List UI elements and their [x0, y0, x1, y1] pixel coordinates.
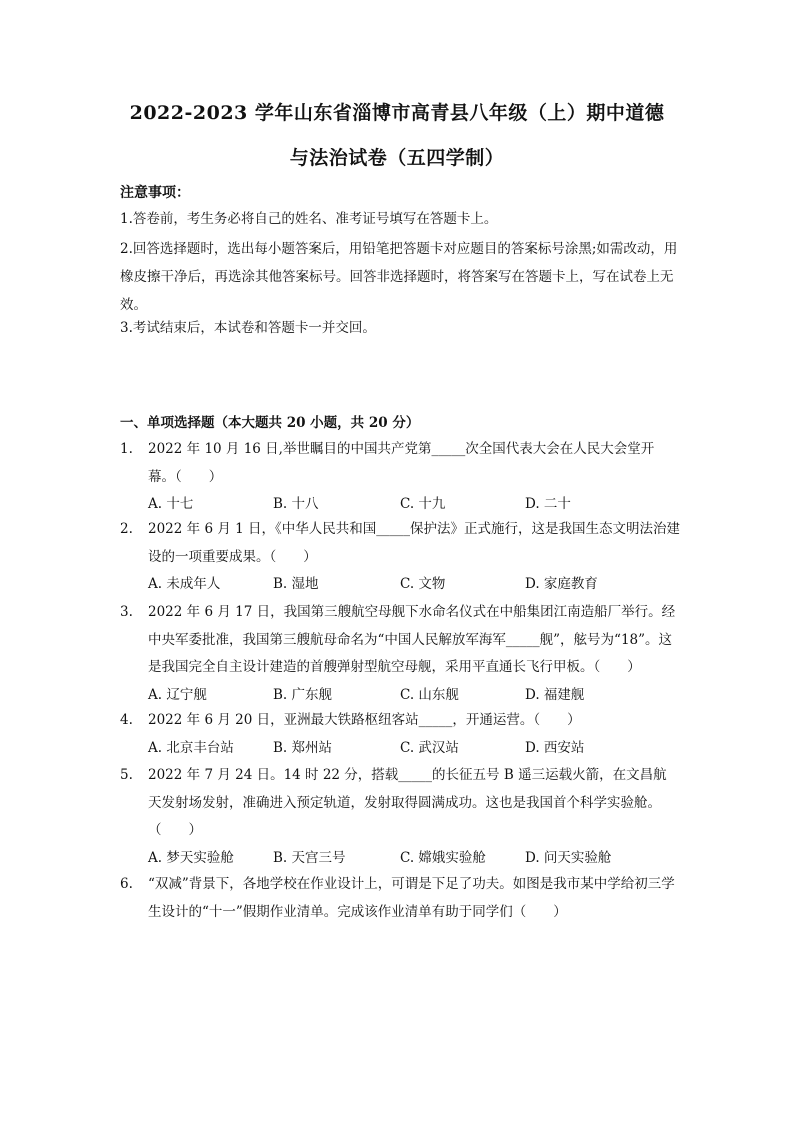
option-b: B. 天宫三号 — [273, 849, 346, 866]
question-options — [148, 845, 680, 873]
question-number: 6. — [120, 876, 133, 892]
section-heading: 一、单项选择题（本大题共 20 小题，共 20 分） — [120, 415, 420, 431]
option-a: A. 未成年人 — [148, 576, 221, 592]
question-number: 2. — [120, 521, 133, 537]
question-options — [148, 735, 680, 763]
question-text: 2022 年 6 月 1 日，《中华人民共和国_____保护法》正式施行，这是我国生态文明法治建设的一项重要成果。（ ） — [148, 521, 680, 565]
question-5 — [120, 762, 680, 872]
question-1 — [120, 436, 680, 519]
option-d: D. 家庭教育 — [525, 576, 598, 592]
option-d: D. 福建舰 — [525, 686, 585, 703]
question-options — [148, 491, 680, 519]
question-2 — [120, 516, 680, 599]
option-a: A. 梦天实验舱 — [148, 849, 234, 866]
question-number: 3. — [120, 604, 133, 620]
notice-item-2: 2.回答选择题时，选出每小题答案后，用铅笔把答题卡对应题目的答案标号涂黑;如需改动，用橡皮擦干净后，再选涂其他答案标号。回答非选择题时，将答案写在答题卡上，写在试卷上无效。 — [120, 241, 678, 313]
question-text: 2022 年 6 月 17 日，我国第三艘航空母舰下水命名仪式在中船集团江南造船厂举行。经中央军委批准，我国第三艘航母命名为“中国人民解放军海军_____舰”，舷号为“18”。这是我国完全自主设计建造的首艘弹射型航空母舰，采用平直通长飞行甲板。（ ） — [148, 604, 676, 675]
option-b: B. 湿地 — [273, 576, 319, 592]
question-number: 5. — [120, 767, 133, 783]
notice-item-3: 3.考试结束后，本试卷和答题卡一并交回。 — [120, 320, 376, 336]
question-3 — [120, 599, 680, 709]
question-options — [148, 682, 680, 710]
option-d: D. 二十 — [525, 496, 571, 512]
option-c: C. 武汉站 — [400, 739, 459, 756]
option-a: A. 辽宁舰 — [148, 686, 207, 703]
notice-item-1: 1.答卷前，考生务必将自己的姓名、准考证号填写在答题卡上。 — [120, 211, 498, 227]
notice-heading: 注意事项： — [120, 185, 190, 201]
question-text: 2022 年 7 月 24 日。14 时 22 分，搭载_____的长征五号 B 遥三运载火箭，在文昌航天发射场发射，准确进入预定轨道，发射取得圆满成功。这也是我国首个科学实验舱。（ ） — [148, 767, 667, 838]
question-text: 2022 年 6 月 20 日，亚洲最大铁路枢纽客站_____，开通运营。（ ） — [148, 712, 581, 728]
exam-title-line-1: 2022-2023 学年山东省淄博市高青县八年级（上）期中道德 — [129, 102, 665, 124]
option-c: C. 十九 — [400, 496, 446, 512]
question-number: 1. — [120, 441, 133, 457]
option-b: B. 郑州站 — [273, 739, 333, 756]
option-a: A. 十七 — [148, 496, 194, 512]
question-number: 4. — [120, 712, 133, 728]
question-text: 2022 年 10 月 16 日,举世瞩目的中国共产党第_____次全国代表大会在人民大会堂开幕。（ ） — [148, 441, 655, 485]
option-a: A. 北京丰台站 — [148, 739, 234, 756]
option-c: C. 文物 — [400, 576, 446, 592]
question-6 — [120, 871, 680, 926]
option-b: B. 十八 — [273, 496, 319, 512]
question-options — [148, 571, 680, 599]
option-c: C. 嫦娥实验舱 — [400, 849, 486, 866]
question-text: “双减”背景下，各地学校在作业设计上，可谓是下足了功夫。如图是我市某中学给初三学生设计的“十一”假期作业清单。完成该作业清单有助于同学们（ ） — [148, 876, 675, 920]
option-d: D. 西安站 — [525, 739, 585, 756]
option-b: B. 广东舰 — [273, 686, 333, 703]
question-4 — [120, 707, 680, 762]
option-c: C. 山东舰 — [400, 686, 459, 703]
exam-title-line-2: 与法治试卷（五四学制） — [289, 147, 505, 169]
option-d: D. 问天实验舱 — [525, 849, 612, 866]
